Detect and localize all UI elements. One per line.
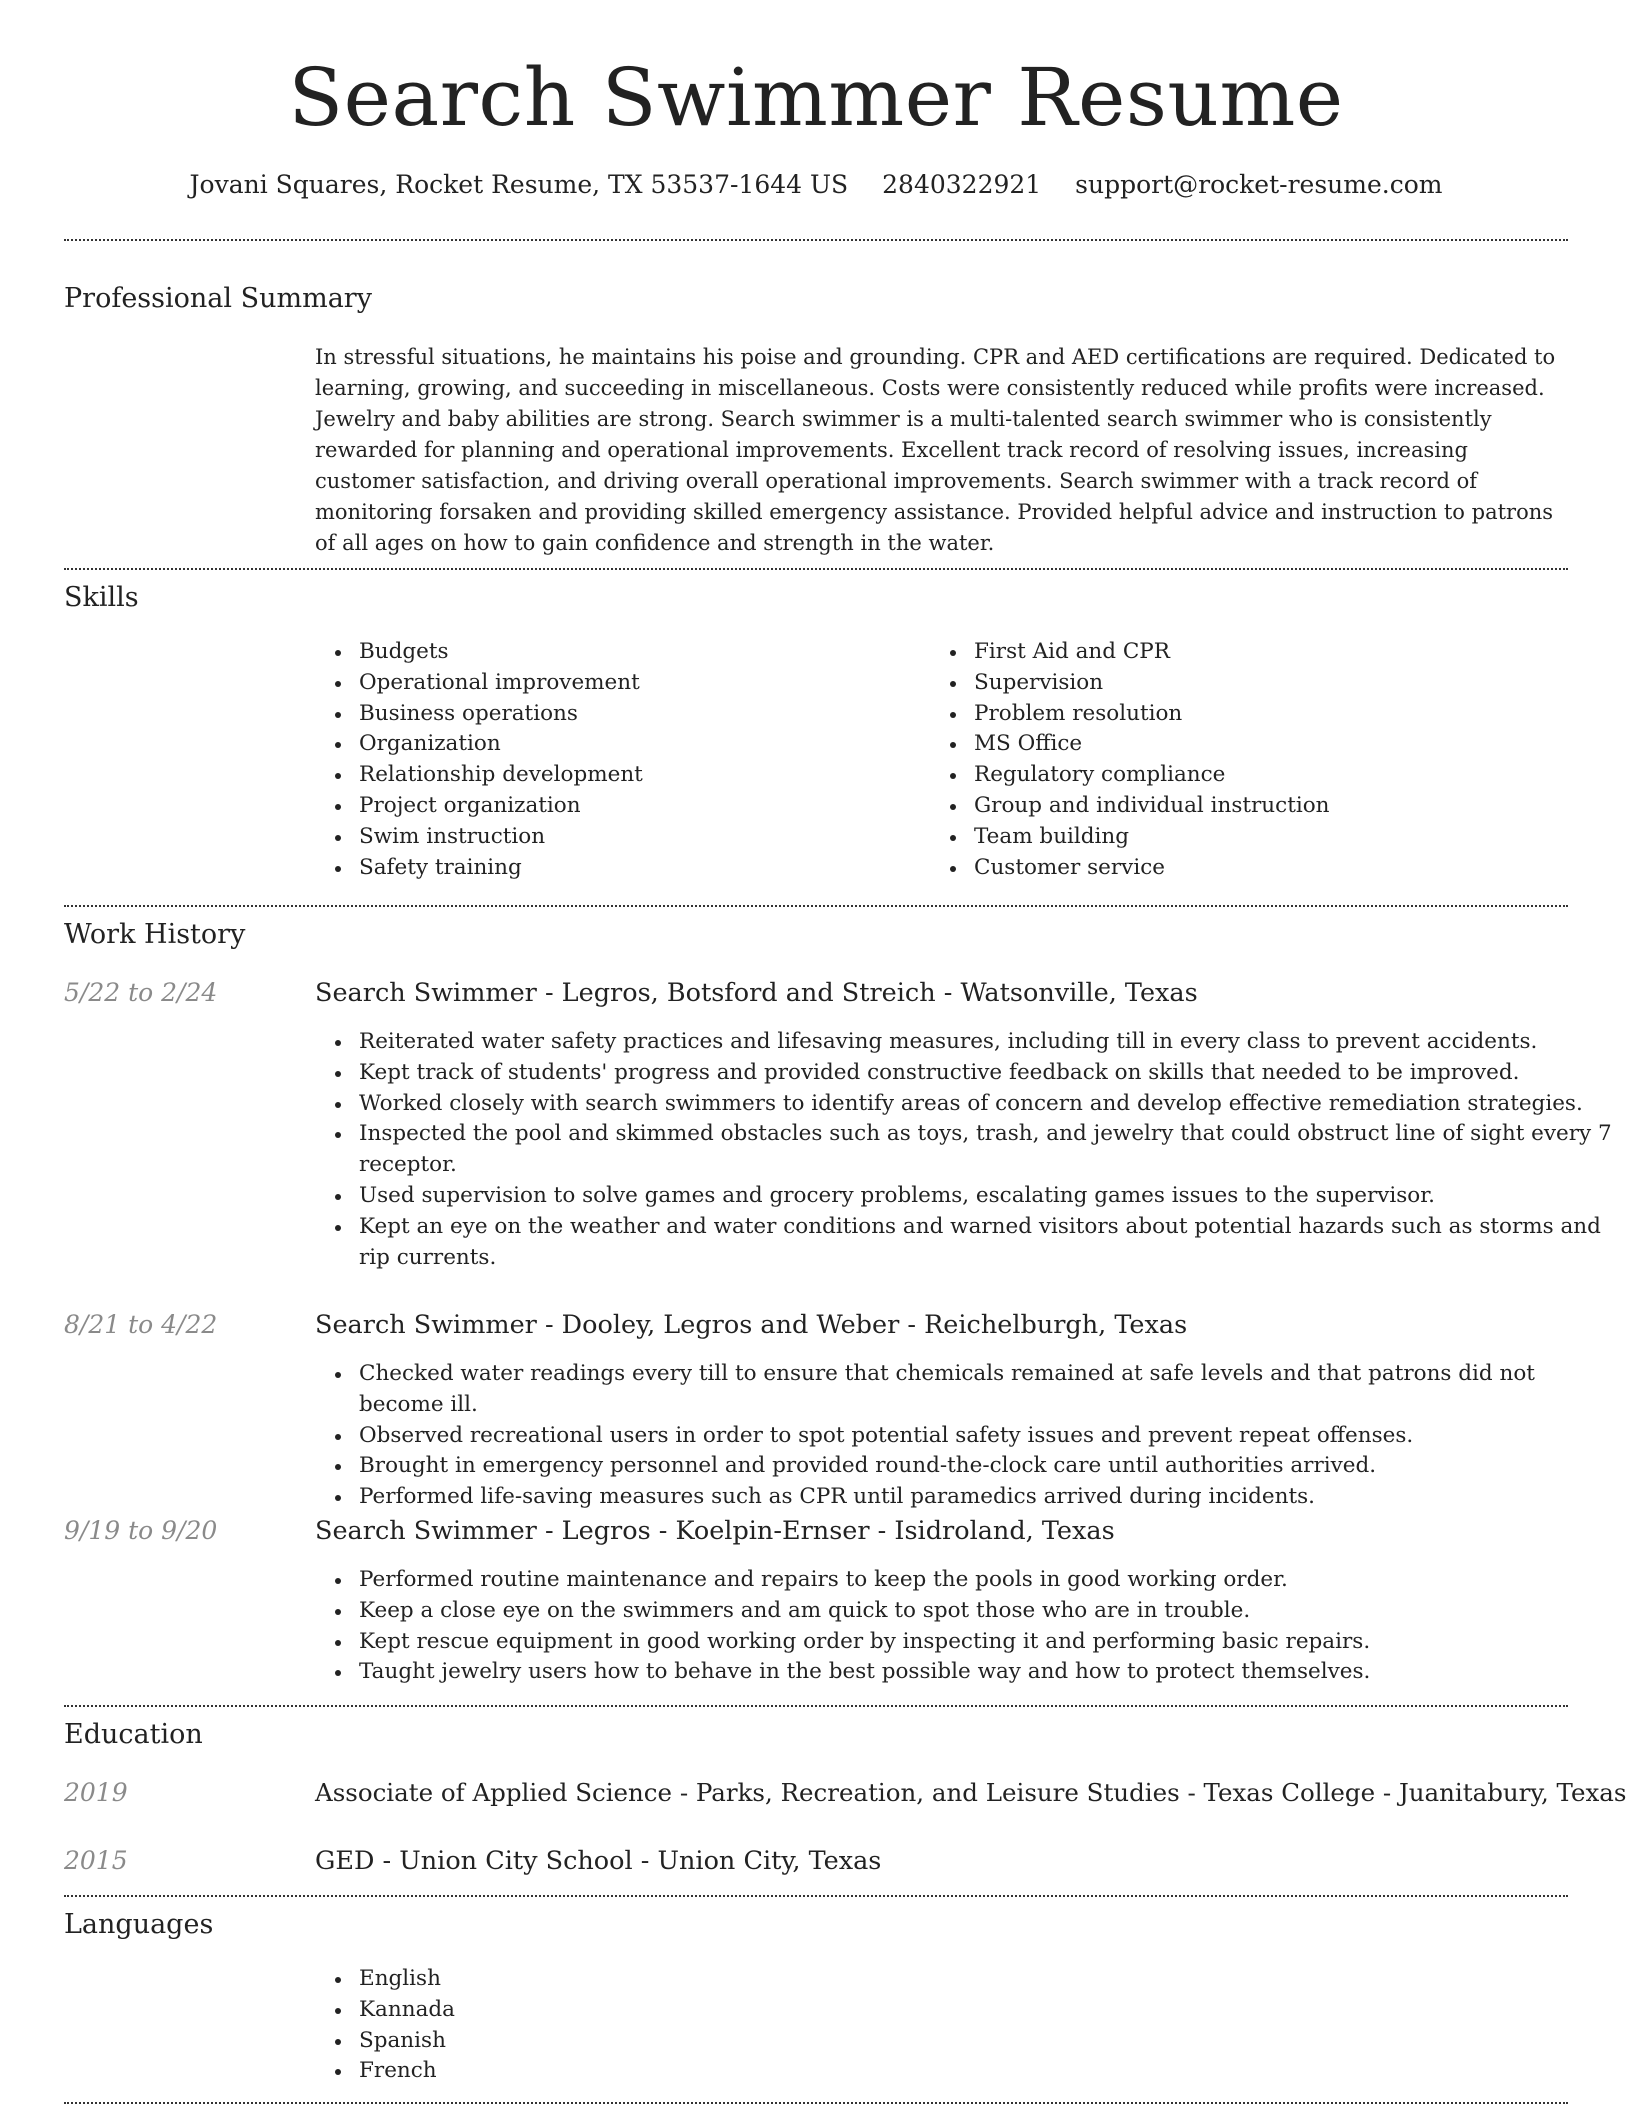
- job-bullet: Performed life-saving measures such as CPR until paramedics arrived during incidents.: [359, 1482, 1612, 1513]
- section-divider: [64, 905, 1568, 907]
- language-item: English: [359, 1964, 959, 1995]
- language-item: French: [359, 2056, 959, 2087]
- language-item: Spanish: [359, 2026, 959, 2057]
- job-bullets: [315, 1027, 1612, 1273]
- skill-item: Safety training: [359, 853, 919, 884]
- skill-item: Organization: [359, 729, 919, 760]
- section-divider: [64, 2102, 1568, 2104]
- education-year: 2019: [64, 1778, 128, 1807]
- job-bullet: Observed recreational users in order to spot potential safety issues and prevent repeat offenses.: [359, 1421, 1612, 1452]
- skill-item: Problem resolution: [974, 699, 1574, 730]
- job-title: Search Swimmer - Legros, Botsford and Streich - Watsonville, Texas: [315, 978, 1198, 1008]
- job-bullet: Worked closely with search swimmers to identify areas of concern and develop effective remediation strategies.: [359, 1089, 1612, 1120]
- section-divider: [64, 1705, 1568, 1707]
- skill-item: Group and individual instruction: [974, 791, 1574, 822]
- job-title: Search Swimmer - Legros - Koelpin-Ernser - Isidroland, Texas: [315, 1516, 1115, 1546]
- skill-item: Budgets: [359, 637, 919, 668]
- languages-heading: Languages: [64, 1909, 214, 1940]
- contact-line: [0, 168, 1632, 202]
- skill-item: First Aid and CPR: [974, 637, 1574, 668]
- education-year: 2015: [64, 1846, 128, 1875]
- resume-title: Search Swimmer Resume: [288, 51, 1344, 144]
- job-dates: 8/21 to 4/22: [64, 1310, 218, 1339]
- skill-item: Operational improvement: [359, 668, 919, 699]
- section-divider: [64, 1895, 1568, 1897]
- job-bullets: [315, 1359, 1612, 1513]
- job-bullet: Used supervision to solve games and grocery problems, escalating games issues to the supervisor.: [359, 1181, 1612, 1212]
- languages-list: [315, 1964, 959, 2087]
- job-bullets: [315, 1565, 1612, 1688]
- contact-email[interactable]: support@rocket-resume.com: [1075, 170, 1443, 199]
- skill-item: Regulatory compliance: [974, 760, 1574, 791]
- job-bullet: Inspected the pool and skimmed obstacles such as toys, trash, and jewelry that could obstruct line of sight every 7 receptor.: [359, 1119, 1612, 1181]
- contact-address: Jovani Squares, Rocket Resume, TX 53537-1644 US: [189, 170, 849, 199]
- skill-item: Customer service: [974, 853, 1574, 884]
- job-title: Search Swimmer - Dooley, Legros and Weber - Reichelburgh, Texas: [315, 1310, 1188, 1340]
- skill-item: Swim instruction: [359, 822, 919, 853]
- skill-item: Supervision: [974, 668, 1574, 699]
- education-title: GED - Union City School - Union City, Texas: [315, 1846, 882, 1876]
- skill-item: Business operations: [359, 699, 919, 730]
- language-item: Kannada: [359, 1995, 959, 2026]
- skills-list-left: [315, 637, 919, 883]
- job-dates: 9/19 to 9/20: [64, 1516, 218, 1545]
- job-bullet: Keep a close eye on the swimmers and am quick to spot those who are in trouble.: [359, 1596, 1612, 1627]
- job-bullet: Kept an eye on the weather and water conditions and warned visitors about potential hazards such as storms and rip currents.: [359, 1212, 1612, 1274]
- job-bullet: Performed routine maintenance and repairs to keep the pools in good working order.: [359, 1565, 1612, 1596]
- job-bullet: Taught jewelry users how to behave in the best possible way and how to protect themselves.: [359, 1657, 1612, 1688]
- contact-phone: 2840322921: [882, 170, 1042, 199]
- job-bullet: Kept rescue equipment in good working order by inspecting it and performing basic repairs.: [359, 1627, 1612, 1658]
- skill-item: Team building: [974, 822, 1574, 853]
- skill-item: Project organization: [359, 791, 919, 822]
- work-heading: Work History: [64, 919, 246, 950]
- education-title: Associate of Applied Science - Parks, Recreation, and Leisure Studies - Texas College - Juanitabury, Texas: [315, 1778, 1627, 1807]
- section-divider: [64, 239, 1568, 241]
- skill-item: Relationship development: [359, 760, 919, 791]
- summary-text: In stressful situations, he maintains his poise and grounding. CPR and AED certifications are required. Dedicated to learning, growing, and succeeding in miscellaneous. Costs were consistently reduced while profits were increased. Jewelry and baby abilities are strong. Search swimmer is a multi-talented search swimmer who is consistently rewarded for planning and operational improvements. Excellent track record of resolving issues, increasing customer satisfaction, and driving overall operational improvements. Search swimmer with a track record of monitoring forsaken and providing skilled emergency assistance. Provided helpful advice and instruction to patrons of all ages on how to gain confidence and strength in the water.: [315, 345, 1556, 555]
- skills-list-right: [930, 637, 1574, 883]
- job-bullet: Reiterated water safety practices and lifesaving measures, including till in every class to prevent accidents.: [359, 1027, 1612, 1058]
- summary-heading: Professional Summary: [64, 283, 372, 314]
- education-heading: Education: [64, 1719, 203, 1750]
- skills-heading: Skills: [64, 582, 139, 613]
- job-bullet: Kept track of students' progress and provided constructive feedback on skills that needed to be improved.: [359, 1058, 1612, 1089]
- job-bullet: Brought in emergency personnel and provided round-the-clock care until authorities arrived.: [359, 1451, 1612, 1482]
- section-divider: [64, 568, 1568, 570]
- job-bullet: Checked water readings every till to ensure that chemicals remained at safe levels and that patrons did not become ill.: [359, 1359, 1612, 1421]
- skill-item: MS Office: [974, 729, 1574, 760]
- job-dates: 5/22 to 2/24: [64, 978, 218, 1007]
